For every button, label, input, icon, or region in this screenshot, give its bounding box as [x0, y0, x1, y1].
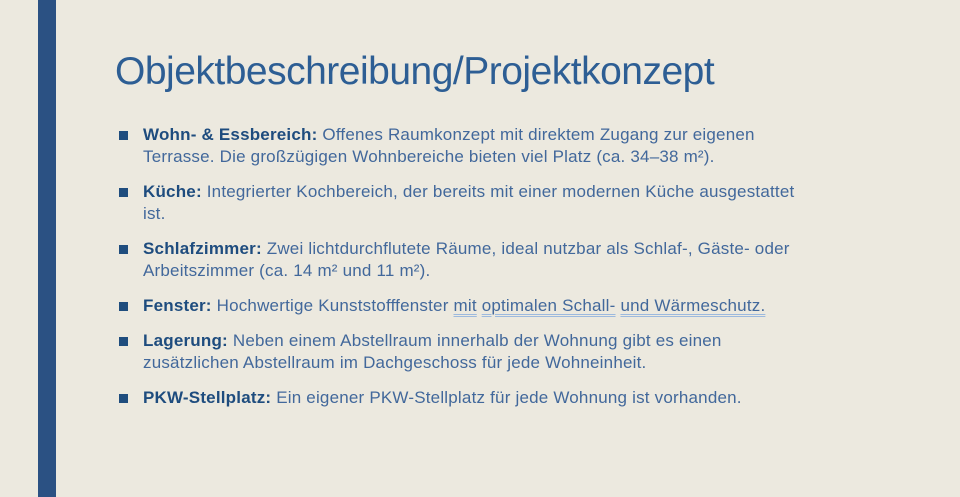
bullet-keyword: Wohn- & Essbereich: [143, 125, 318, 144]
bullet-text-line2: Arbeitszimmer (ca. 14 m² und 11 m²). [143, 261, 431, 280]
bullet-text: Zwei lichtdurchflutete Räume, ideal nutzbar als Schlaf-, Gäste- oder [261, 239, 790, 258]
bullet-square-icon [119, 245, 128, 254]
bullet-item-pkw-stellplatz [115, 387, 885, 409]
bullet-square-icon [119, 188, 128, 197]
bullet-square-icon [119, 394, 128, 403]
bullet-text: Ein eigener PKW-Stellplatz für jede Wohnung ist vorhanden. [271, 388, 742, 407]
bullet-keyword: Schlafzimmer: [143, 239, 262, 258]
bullet-text-line2: zusätzlichen Abstellraum im Dachgeschoss für jede Wohneinheit. [143, 353, 647, 372]
bullet-text: Neben einem Abstellraum innerhalb der Wohnung gibt es einen [227, 331, 722, 350]
bullet-keyword: Lagerung: [143, 331, 228, 350]
bullet-item-wohn-essbereich [115, 124, 885, 168]
bullet-list [115, 124, 885, 409]
slide-content [115, 50, 905, 422]
accent-bar [38, 0, 56, 497]
bullet-square-icon [119, 337, 128, 346]
bullet-text-line1 [143, 387, 885, 409]
bullet-item-schlafzimmer [115, 238, 885, 282]
bullet-square-icon [119, 131, 128, 140]
grammar-underlined-text: optimalen Schall- [481, 296, 616, 315]
bullet-square-icon [119, 302, 128, 311]
bullet-item-fenster [115, 295, 885, 317]
bullet-text-line1 [143, 124, 885, 146]
grammar-underlined-text: und Wärmeschutz. [620, 296, 766, 315]
bullet-item-lagerung [115, 330, 885, 374]
bullet-item-kueche [115, 181, 885, 225]
bullet-keyword: Küche: [143, 182, 202, 201]
bullet-text-line1 [143, 181, 885, 203]
bullet-text-line1 [143, 295, 885, 317]
bullet-keyword: Fenster: [143, 296, 212, 315]
bullet-text: Hochwertige Kunststofffenster [211, 296, 449, 315]
bullet-text: Integrierter Kochbereich, der bereits mit einer modernen Küche ausgestattet [201, 182, 795, 201]
bullet-text: Offenes Raumkonzept mit direktem Zugang zur eigenen [317, 125, 755, 144]
bullet-keyword: PKW-Stellplatz: [143, 388, 272, 407]
bullet-text-line2: ist. [143, 204, 166, 223]
grammar-underlined-text: mit [453, 296, 477, 315]
bullet-text-line1 [143, 330, 885, 352]
bullet-text-line2: Terrasse. Die großzügigen Wohnbereiche bieten viel Platz (ca. 34–38 m²). [143, 147, 715, 166]
bullet-text-line1 [143, 238, 885, 260]
slide-title: Objektbeschreibung/Projektkonzept [115, 50, 715, 93]
